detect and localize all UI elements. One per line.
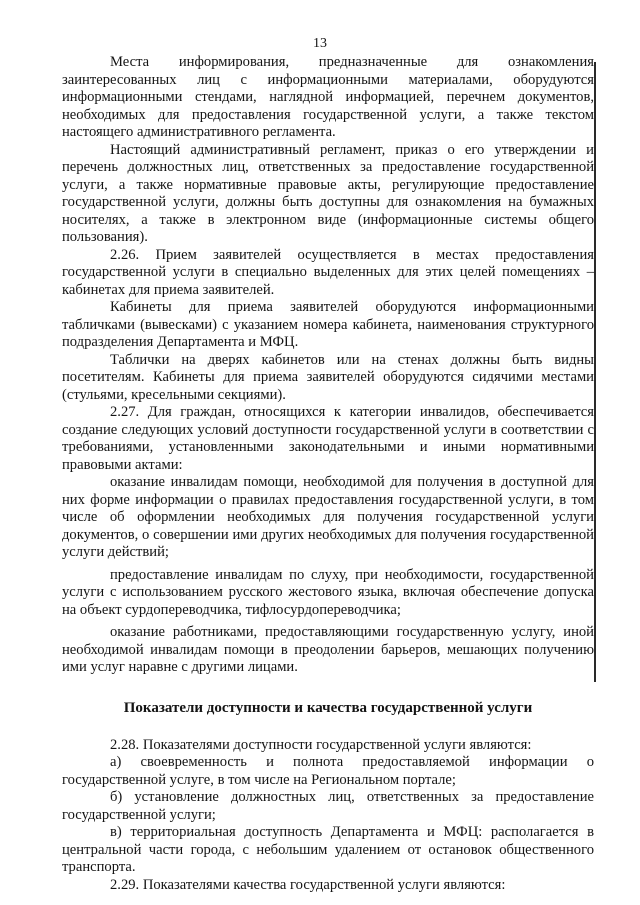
paragraph-cabinet-signs: Кабинеты для приема заявителей оборудуются информационными табличками (вывесками) с указанием номера кабинета, наименования структурного подразделения Департамента и МФЦ.	[62, 299, 594, 350]
paragraph-door-signs: Таблички на дверях кабинетов или на стенах должны быть видны посетителям. Кабинеты для приема заявителей оборудуются сидячими местами (стульями, кресельными секциями).	[62, 351, 594, 403]
paragraph-barrier-help: оказание работниками, предоставляющими государственную услугу, иной необходимой инвалидам помощи в преодолении барьеров, мешающих получению ими услуг наравне с другими лицами.	[62, 624, 594, 675]
paragraph-2-28: 2.28. Показателями доступности государственной услуги являются:	[110, 736, 532, 753]
paragraph-2-29: 2.29. Показателями качества государственной услуги являются:	[110, 876, 506, 893]
paragraph-assistance-info: оказание инвалидам помощи, необходимой для получения в доступной для них форме информации о правилах предоставления государственной услуги, в том числе об оформлении необходимых для получения государственной услуги документов, о совершении ими других необходимых для получения государственной услуги действий;	[62, 474, 594, 560]
section-heading: Показатели доступности и качества государственной услуги	[123, 699, 533, 716]
paragraph-item-a: а) своевременность и полнота предоставляемой информации о государственной услуге, в том числе на Региональном портале;	[62, 754, 594, 788]
paragraph-item-b: б) установление должностных лиц, ответственных за предоставление государственной услуги;	[62, 789, 594, 823]
paragraph-2-27: 2.27. Для граждан, относящихся к категории инвалидов, обеспечивается создание следующих условий доступности государственной услуги в соответствии с требованиями, установленными законодательными и иными нормативными правовыми актами:	[62, 404, 594, 473]
paragraph-item-v: в) территориальная доступность Департамента и МФЦ: располагается в центральной части города, с небольшим удалением от остановок общественного транспорта.	[62, 824, 594, 875]
document-body	[62, 54, 594, 894]
page-number: 13	[313, 36, 327, 51]
paragraph-info-places: Места информирования, предназначенные для ознакомления заинтересованных лиц с информационными материалами, оборудуются информационными стендами, наглядной информацией, перечнем документов, необходимых для предоставления государственной услуги, а также текстом настоящего административного регламента.	[62, 54, 594, 140]
paragraph-sign-language: предоставление инвалидам по слуху, при необходимости, государственной услуги с использованием русского жестового языка, включая обеспечение допуска на объект сурдопереводчика, тифлосурдопереводчика;	[62, 566, 594, 618]
paragraph-2-26: 2.26. Прием заявителей осуществляется в местах предоставления государственной услуги в специально выделенных для этих целей помещениях – кабинетах для приема заявителей.	[62, 246, 594, 298]
paragraph-regulation-availability: Настоящий административный регламент, приказ о его утверждении и перечень должностных лиц, ответственных за предоставление государственной услуги, а также нормативные правовые акты, регулирующие предоставление государственной услуги, должны быть доступны для ознакомления на бумажных носителях, а также в электронном виде (информационные системы общего пользования).	[62, 141, 594, 245]
scan-artifact-line	[594, 62, 596, 682]
